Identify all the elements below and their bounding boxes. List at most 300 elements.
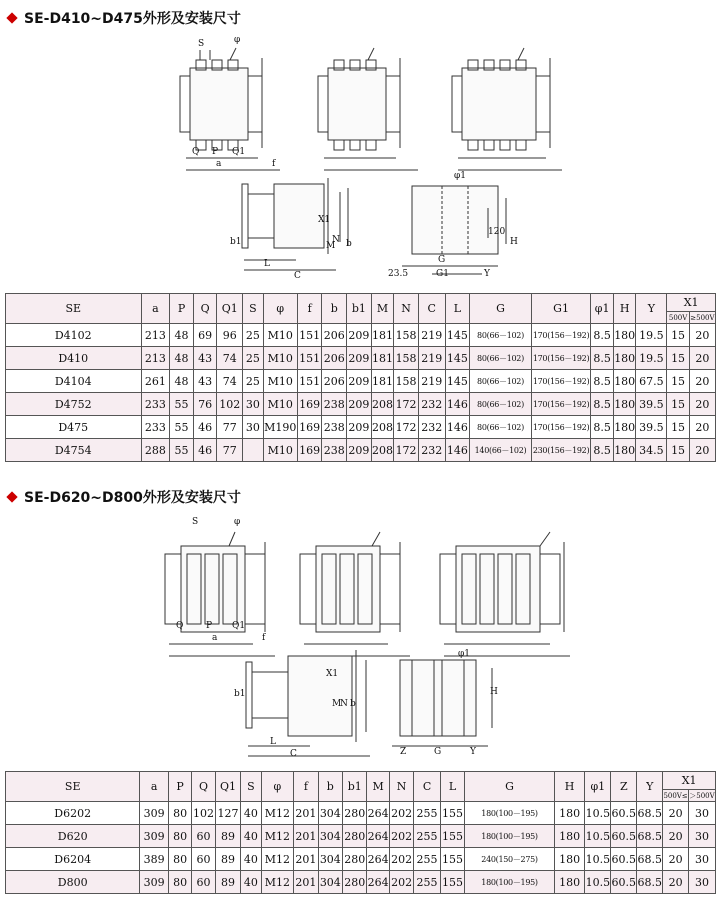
label-g: G: [438, 255, 446, 265]
table-cell: 170(156－192): [531, 416, 591, 439]
table-cell: 76: [193, 393, 217, 416]
table-cell: 80: [168, 848, 191, 871]
table-cell: 77: [217, 439, 243, 462]
col-header-h: H: [613, 294, 636, 324]
table-cell: 155: [440, 871, 464, 894]
table-cell: M10: [263, 439, 297, 462]
col-header-n: N: [394, 294, 419, 324]
table-cell: 146: [445, 393, 470, 416]
table-cell: 202: [389, 825, 413, 848]
table-cell: 102: [217, 393, 243, 416]
table-cell: 20: [689, 324, 715, 347]
table-cell: 304: [318, 802, 342, 825]
table-cell: 20: [663, 848, 689, 871]
table-cell: 96: [217, 324, 243, 347]
label-n-2: N: [340, 699, 348, 709]
label-a-2: a: [212, 633, 218, 643]
table-cell: 80(66－102): [470, 347, 532, 370]
model-cell: D4102: [6, 324, 142, 347]
table-cell: 288: [141, 439, 170, 462]
table-cell: 180(100－195): [465, 871, 555, 894]
table-row: [6, 825, 716, 848]
table-cell: 172: [394, 439, 419, 462]
table-cell: 30: [243, 393, 264, 416]
table-cell: 8.5: [591, 416, 614, 439]
label-b-2: b: [350, 699, 356, 709]
table-cell: 10.5: [585, 825, 611, 848]
col-header-s: S: [241, 772, 261, 802]
table-cell: 155: [440, 802, 464, 825]
table-cell: 151: [297, 370, 322, 393]
col-header-l: L: [445, 294, 470, 324]
table-cell: 280: [343, 871, 367, 894]
table-cell: 15: [667, 370, 690, 393]
table-cell: 46: [193, 439, 217, 462]
table-cell: 43: [193, 370, 217, 393]
col-header-n: N: [389, 772, 413, 802]
table-cell: 25: [243, 324, 264, 347]
col-header-x1-low: 500V≤: [663, 791, 688, 800]
table-cell: 304: [318, 848, 342, 871]
table-cell: 255: [414, 802, 440, 825]
table-cell: 68.5: [637, 848, 663, 871]
table-cell: 232: [418, 439, 445, 462]
table-row: [6, 848, 716, 871]
table-cell: M12: [261, 802, 294, 825]
label-q1-2: Q1: [232, 621, 246, 631]
table-cell: 146: [445, 439, 470, 462]
table-cell: 30: [243, 416, 264, 439]
table-cell: 280: [343, 848, 367, 871]
label-x1: X1: [318, 215, 331, 225]
table-cell: 219: [418, 347, 445, 370]
table-cell: 20: [689, 393, 715, 416]
table-cell: 39.5: [636, 393, 667, 416]
table-cell: 80: [168, 871, 191, 894]
diamond-bullet-icon: [6, 12, 17, 23]
label-120: 120: [488, 227, 506, 237]
table-cell: 55: [170, 393, 194, 416]
table-cell: 89: [215, 848, 240, 871]
model-cell: D4754: [6, 439, 142, 462]
table-cell: 151: [297, 324, 322, 347]
col-header-s: S: [243, 294, 264, 324]
table-cell: M10: [263, 393, 297, 416]
front-view-3pole-large-alt: [300, 532, 410, 656]
table-cell: 19.5: [636, 324, 667, 347]
front-view-4pole: [452, 48, 562, 170]
model-cell: D620: [6, 825, 140, 848]
label-g1: G1: [436, 269, 449, 279]
table-cell: 20: [689, 347, 715, 370]
section-1-drawings: [0, 28, 720, 290]
table-cell: 213: [141, 347, 170, 370]
table-cell: 15: [667, 347, 690, 370]
table-cell: 206: [322, 324, 347, 347]
table-cell: 180: [554, 802, 585, 825]
col-header-q1: Q1: [217, 294, 243, 324]
col-header-x1-high: ≥500V: [690, 313, 715, 322]
model-cell: D800: [6, 871, 140, 894]
table-cell: 169: [297, 393, 322, 416]
table-cell: 201: [294, 848, 318, 871]
table-cell: 232: [418, 416, 445, 439]
col-header-phi: φ: [263, 294, 297, 324]
table-cell: 238: [322, 393, 347, 416]
table-cell: 25: [243, 347, 264, 370]
table-cell: 89: [215, 871, 240, 894]
table-cell: 74: [217, 347, 243, 370]
model-cell: D4104: [6, 370, 142, 393]
table-cell: 60.5: [611, 871, 637, 894]
col-header-y: Y: [637, 772, 663, 802]
table-cell: 170(156－192): [531, 370, 591, 393]
label-b1-2: b1: [234, 689, 246, 699]
label-c: C: [294, 271, 301, 281]
table-cell: 10.5: [585, 848, 611, 871]
table-cell: 10.5: [585, 802, 611, 825]
table-cell: 304: [318, 825, 342, 848]
table-cell: 233: [141, 393, 170, 416]
table-cell: 8.5: [591, 439, 614, 462]
table-cell: 145: [445, 324, 470, 347]
col-header-p: P: [170, 294, 194, 324]
table-cell: 170(156－192): [531, 393, 591, 416]
label-z-2: Z: [400, 747, 407, 757]
label-phi-2: φ: [234, 517, 241, 527]
table-cell: 30: [688, 848, 715, 871]
label-s: S: [198, 39, 205, 49]
table-cell: 60: [192, 871, 215, 894]
table-cell: 25: [243, 370, 264, 393]
table-cell: 102: [192, 802, 215, 825]
model-cell: D475: [6, 416, 142, 439]
col-header-a: a: [140, 772, 169, 802]
table-cell: 232: [418, 393, 445, 416]
table-cell: 201: [294, 802, 318, 825]
table-cell: 180(100－195): [465, 825, 555, 848]
table-row: [6, 393, 716, 416]
table-cell: 34.5: [636, 439, 667, 462]
label-h-2: H: [490, 687, 498, 697]
table-cell: 40: [241, 871, 261, 894]
label-g-2: G: [434, 747, 442, 757]
col-header-h: H: [554, 772, 585, 802]
table-cell: 240(150－275): [465, 848, 555, 871]
table-cell: 208: [371, 416, 394, 439]
table-cell: 238: [322, 416, 347, 439]
col-header-g: G: [470, 294, 532, 324]
col-header-c: C: [418, 294, 445, 324]
table-cell: 201: [294, 871, 318, 894]
col-header-f: f: [297, 294, 322, 324]
table-cell: 20: [663, 871, 689, 894]
table-cell: 60: [192, 825, 215, 848]
table-cell: 60: [192, 848, 215, 871]
section-2-title: [6, 487, 241, 507]
col-header-g1: G1: [531, 294, 591, 324]
section-1-title-text: SE-D410~D475外形及安装尺寸: [24, 11, 241, 27]
col-header-l: L: [440, 772, 464, 802]
label-b: b: [346, 239, 352, 249]
col-header-p: P: [168, 772, 191, 802]
front-view-3pole-alt: [318, 48, 418, 170]
table-cell: 261: [141, 370, 170, 393]
table-cell: M10: [263, 347, 297, 370]
table-cell: 40: [241, 825, 261, 848]
col-header-phi1: φ1: [585, 772, 611, 802]
table-cell: 80(66－102): [470, 393, 532, 416]
table-row: [6, 439, 716, 462]
table-cell: 202: [389, 848, 413, 871]
table-row: [6, 871, 716, 894]
table-cell: 169: [297, 439, 322, 462]
label-q-2: Q: [176, 621, 184, 631]
col-header-x1-high: ＞500V: [689, 791, 715, 800]
table-cell: 30: [688, 871, 715, 894]
table-cell: 208: [371, 439, 394, 462]
table-cell: 180: [613, 370, 636, 393]
table-cell: 40: [241, 848, 261, 871]
table-cell: 69: [193, 324, 217, 347]
table-cell: 43: [193, 347, 217, 370]
label-b1: b1: [230, 237, 242, 247]
label-m: M: [326, 241, 336, 251]
spec-table-2: [5, 771, 716, 894]
table-cell: 309: [140, 802, 169, 825]
table-cell: M12: [261, 825, 294, 848]
col-header-q: Q: [193, 294, 217, 324]
table-cell: 30: [688, 825, 715, 848]
table-row: [6, 416, 716, 439]
table-cell: 309: [140, 871, 169, 894]
label-c-2: C: [290, 749, 297, 759]
table-cell: 169: [297, 416, 322, 439]
table-cell: 15: [667, 416, 690, 439]
label-q1: Q1: [232, 147, 246, 157]
table-cell: 209: [347, 370, 372, 393]
table-cell: 39.5: [636, 416, 667, 439]
table-cell: 48: [170, 347, 194, 370]
col-header-se: SE: [6, 772, 140, 802]
table-cell: 55: [170, 439, 194, 462]
table-cell: 19.5: [636, 347, 667, 370]
table-cell: 15: [667, 393, 690, 416]
table-cell: 15: [667, 324, 690, 347]
diamond-bullet-icon: [6, 491, 17, 502]
table-cell: 60.5: [611, 802, 637, 825]
table-cell: 264: [367, 848, 389, 871]
col-header-se: SE: [6, 294, 142, 324]
model-cell: D4752: [6, 393, 142, 416]
table-cell: 68.5: [637, 825, 663, 848]
col-header-b: b: [322, 294, 347, 324]
table-cell: 48: [170, 370, 194, 393]
table-cell: M10: [263, 370, 297, 393]
table-cell: 46: [193, 416, 217, 439]
table-cell: M12: [261, 848, 294, 871]
table-cell: 206: [322, 370, 347, 393]
table-cell: 389: [140, 848, 169, 871]
table-cell: 20: [689, 370, 715, 393]
table-cell: 55: [170, 416, 194, 439]
label-phi: φ: [234, 35, 241, 45]
table-cell: 30: [688, 802, 715, 825]
table-cell: 180: [554, 871, 585, 894]
table-cell: 77: [217, 416, 243, 439]
table-cell: 155: [440, 848, 464, 871]
col-header-g: G: [465, 772, 555, 802]
table-cell: 74: [217, 370, 243, 393]
table-cell: M12: [261, 871, 294, 894]
label-f-2: f: [262, 633, 266, 643]
label-l-2: L: [270, 737, 276, 747]
table-cell: 10.5: [585, 871, 611, 894]
table-cell: 60.5: [611, 825, 637, 848]
col-header-phi1: φ1: [591, 294, 614, 324]
col-header-z: Z: [611, 772, 637, 802]
table-cell: 309: [140, 825, 169, 848]
label-s-2: S: [192, 517, 199, 527]
table-cell: 89: [215, 825, 240, 848]
table-cell: 20: [663, 825, 689, 848]
label-y-2: Y: [470, 747, 476, 757]
table-cell: 60.5: [611, 848, 637, 871]
col-header-c: C: [414, 772, 440, 802]
table-cell: 180: [613, 416, 636, 439]
table-cell: 213: [141, 324, 170, 347]
table-cell: 264: [367, 802, 389, 825]
table-cell: 8.5: [591, 393, 614, 416]
col-header-q1: Q1: [215, 772, 240, 802]
table-row: [6, 802, 716, 825]
label-y: Y: [484, 269, 490, 279]
table-cell: 20: [689, 416, 715, 439]
side-view: [242, 178, 348, 270]
table-cell: 238: [322, 439, 347, 462]
label-l: L: [264, 259, 270, 269]
table-cell: 304: [318, 871, 342, 894]
table-cell: 180(100－195): [465, 802, 555, 825]
table-cell: 170(156－192): [531, 324, 591, 347]
col-header-y: Y: [636, 294, 667, 324]
table-cell: 181: [371, 324, 394, 347]
col-header-x1: X1: [663, 772, 716, 790]
table-cell: 209: [347, 416, 372, 439]
table-cell: 127: [215, 802, 240, 825]
table-cell: 264: [367, 825, 389, 848]
label-n: N: [332, 235, 340, 245]
table-cell: 180: [613, 324, 636, 347]
table-cell: 255: [414, 848, 440, 871]
table-cell: 170(156－192): [531, 347, 591, 370]
table-cell: 158: [394, 324, 419, 347]
table-cell: 206: [322, 347, 347, 370]
model-cell: D410: [6, 347, 142, 370]
front-view-4pole-large: [440, 532, 570, 656]
table-cell: 145: [445, 347, 470, 370]
table-cell: 48: [170, 324, 194, 347]
table-cell: 172: [394, 416, 419, 439]
table-cell: 146: [445, 416, 470, 439]
table-row: [6, 347, 716, 370]
label-q: Q: [192, 147, 200, 157]
label-m-2: M: [332, 699, 342, 709]
col-header-f: f: [294, 772, 318, 802]
table-cell: 158: [394, 370, 419, 393]
table-cell: 80: [168, 825, 191, 848]
table-cell: 20: [689, 439, 715, 462]
table-cell: 219: [418, 370, 445, 393]
label-p: P: [212, 147, 219, 157]
table-cell: 181: [371, 347, 394, 370]
table-cell: 8.5: [591, 347, 614, 370]
table-cell: 15: [667, 439, 690, 462]
table-cell: 80(66－102): [470, 324, 532, 347]
table-cell: 80(66－102): [470, 370, 532, 393]
table-cell: 145: [445, 370, 470, 393]
label-a: a: [216, 159, 222, 169]
table-cell: 68.5: [637, 871, 663, 894]
table-cell: 20: [663, 802, 689, 825]
table-cell: 209: [347, 393, 372, 416]
table-cell: 158: [394, 347, 419, 370]
table-cell: 181: [371, 370, 394, 393]
table-cell: 264: [367, 871, 389, 894]
table-cell: 172: [394, 393, 419, 416]
col-header-q: Q: [192, 772, 215, 802]
table-row: [6, 370, 716, 393]
col-header-x1-low: 500V: [667, 312, 690, 324]
table-cell: 180: [554, 848, 585, 871]
model-cell: D6202: [6, 802, 140, 825]
table-row: [6, 324, 716, 347]
table-cell: 202: [389, 871, 413, 894]
table-cell: 280: [343, 825, 367, 848]
col-header-a: a: [141, 294, 170, 324]
table-cell: 40: [241, 802, 261, 825]
col-header-b: b: [318, 772, 342, 802]
col-header-b1: b1: [347, 294, 372, 324]
table-cell: 151: [297, 347, 322, 370]
table-cell: 233: [141, 416, 170, 439]
mounting-view-large: [392, 660, 492, 746]
table-cell: 67.5: [636, 370, 667, 393]
model-cell: D6204: [6, 848, 140, 871]
front-view-3pole-large: [165, 532, 275, 656]
section-1-title: [6, 8, 241, 28]
col-header-m: M: [367, 772, 389, 802]
table-cell: 80(66－102): [470, 416, 532, 439]
col-header-x1: X1: [667, 294, 716, 312]
table-cell: 8.5: [591, 370, 614, 393]
spec-table-1: [5, 293, 716, 462]
table-cell: 202: [389, 802, 413, 825]
table-cell: M10: [263, 324, 297, 347]
table-cell: 280: [343, 802, 367, 825]
label-23-5: 23.5: [388, 269, 409, 279]
table-cell: 155: [440, 825, 464, 848]
table-cell: 180: [613, 439, 636, 462]
label-phi1-2: φ1: [458, 649, 471, 659]
section-2-drawings: [0, 510, 720, 768]
table-cell: 209: [347, 324, 372, 347]
table-cell: 255: [414, 871, 440, 894]
table-cell: 180: [613, 393, 636, 416]
col-header-phi: φ: [261, 772, 294, 802]
table-cell: 201: [294, 825, 318, 848]
table-cell: 208: [371, 393, 394, 416]
